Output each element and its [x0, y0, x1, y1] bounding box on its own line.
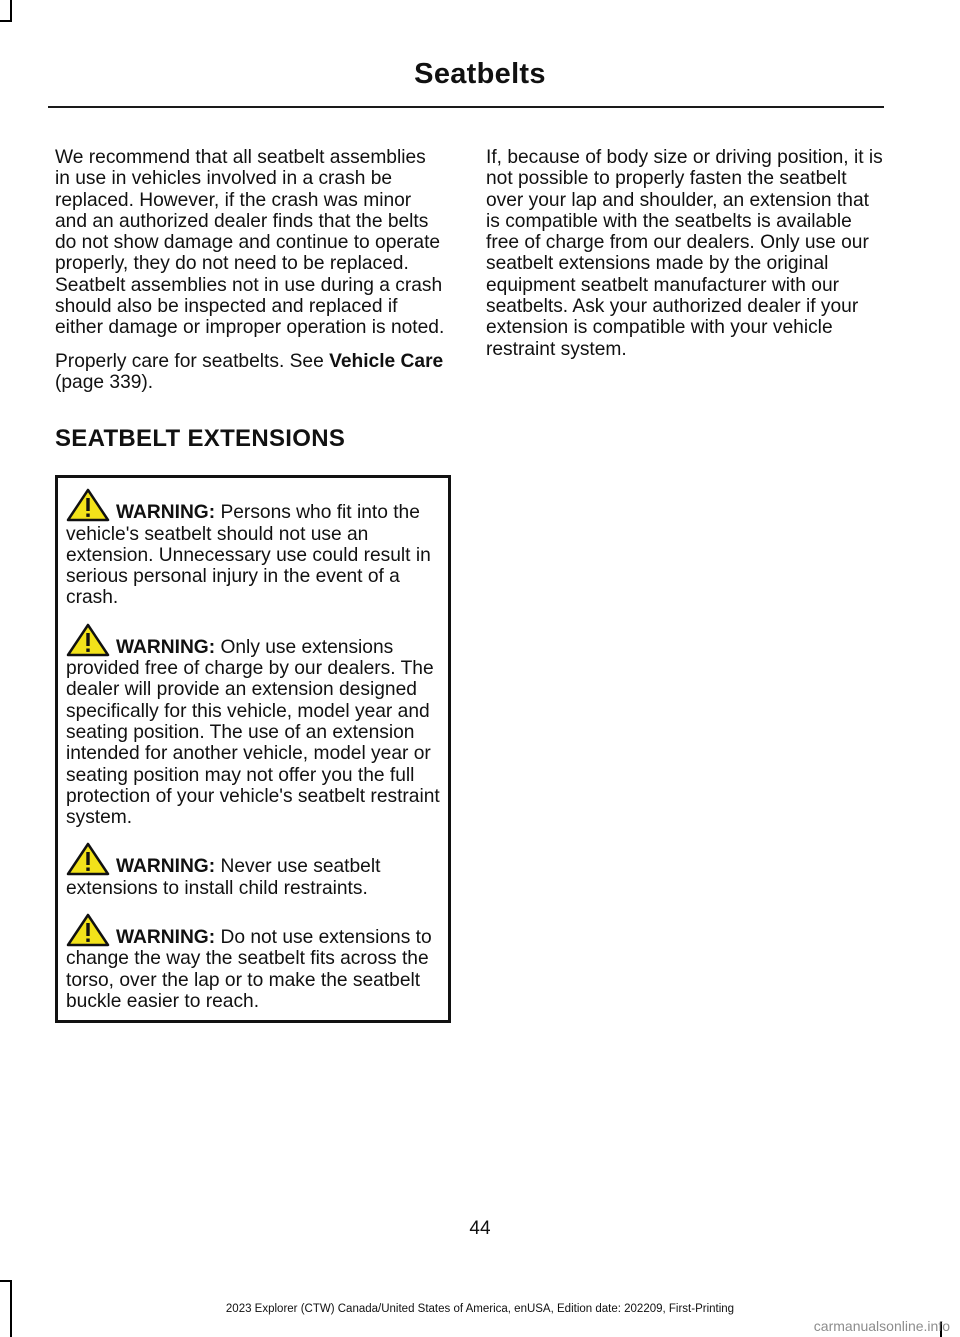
warning-box — [55, 475, 451, 1023]
left-column — [55, 147, 445, 1023]
warning-triangle-icon — [66, 913, 110, 947]
warning-label: WARNING: — [116, 927, 216, 949]
warning-text: Only use extensions provided free of charge by our dealers. The dealer will provide an extension designed specifically for this vehicle, model year and seating position. The use of an extension intended for another vehicle, model year or seating position may not offer you the full protection of your vehicle's seatbelt restraint system. — [66, 636, 440, 829]
warning-item — [66, 913, 440, 1012]
warning-item — [66, 842, 440, 899]
vehicle-care-link[interactable]: Vehicle Care — [329, 350, 444, 372]
page-title: Seatbelts — [414, 58, 546, 90]
warning-item — [66, 488, 440, 608]
warning-label: WARNING: — [116, 856, 216, 878]
warning-triangle-icon — [66, 842, 110, 876]
body-paragraph-extensions: If, because of body size or driving position, it is not possible to properly fasten the seatbelt over your lap and shoulder, an extension that is compatible with the seatbelts is available free of charge from our dealers. Only use our seatbelt extensions made by the original equipment seatbelt manufacturer with our seatbelts. Ask your authorized dealer if your extension is compatible with your vehicle restraint system. — [486, 147, 883, 360]
crop-mark-top-left-vertical — [10, 0, 12, 22]
page-number: 44 — [469, 1218, 491, 1239]
crop-mark-bottom-left-horizontal — [0, 1280, 12, 1282]
edition-footer: 2023 Explorer (CTW) Canada/United States of America, enUSA, Edition date: 202209, First-Printing — [225, 1303, 735, 1315]
care-text: Properly care for seatbelts. See — [55, 350, 330, 372]
warning-triangle-icon — [66, 623, 110, 657]
warning-text: Never use seatbelt extensions to install child restraints. — [66, 856, 381, 899]
warning-label: WARNING: — [116, 636, 216, 658]
warning-text: Do not use extensions to change the way the seatbelt fits across the torso, over the lap or to make the seatbelt buckle easier to reach. — [66, 927, 432, 1012]
header-divider — [48, 106, 884, 108]
warning-triangle-icon — [66, 488, 110, 522]
section-heading: SEATBELT EXTENSIONS — [55, 425, 346, 453]
crop-mark-top-left-horizontal — [0, 20, 12, 22]
body-paragraph-care — [55, 351, 445, 394]
body-paragraph: We recommend that all seatbelt assemblies in use in vehicles involved in a crash be replaced. However, if the crash was minor and an authorized dealer finds that the belts do not show damage and continue to operate properly, they do not need to be replaced. Seatbelt assemblies not in use during a crash should also be inspected and replaced if either damage or improper operation is noted. — [55, 147, 445, 339]
right-column — [486, 147, 884, 372]
watermark: carmanualsonline.info — [813, 1318, 950, 1334]
page-reference: (page 339). — [55, 371, 154, 393]
warning-item — [66, 623, 440, 829]
warning-text: Persons who fit into the vehicle's seatbelt should not use an extension. Unnecessary use could result in serious personal injury in the event of a crash. — [66, 502, 431, 609]
warning-label: WARNING: — [116, 502, 216, 524]
